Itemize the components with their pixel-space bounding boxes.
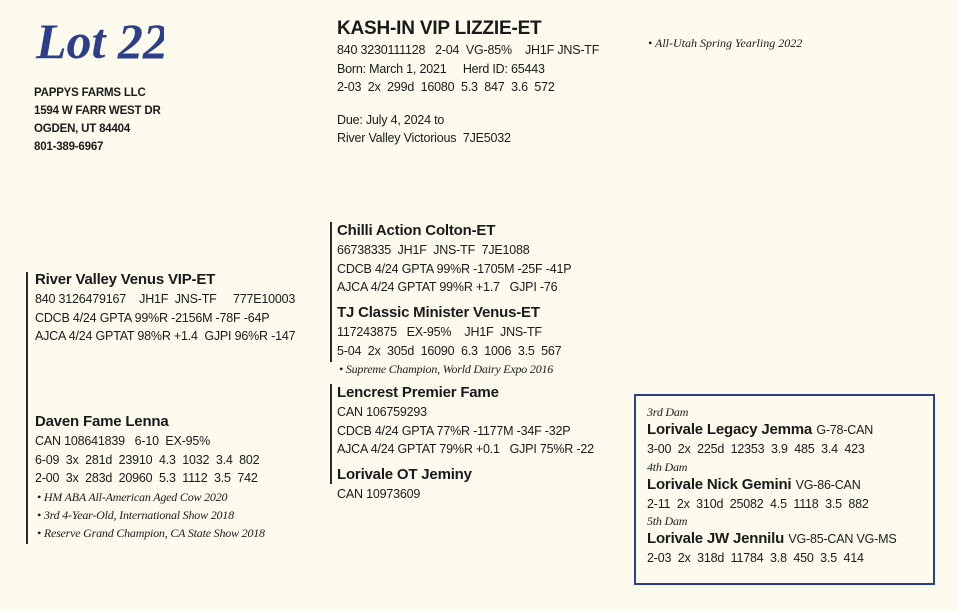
sire-dam-id-line: 117243875 EX-95% JH1F JNS-TF	[337, 325, 542, 339]
dam-sire-ajca-line: AJCA 4/24 GPTAT 79%R +0.1 GJPI 75%R -22	[337, 442, 594, 456]
farm-phone: 801-389-6967	[34, 141, 104, 153]
fourth-dam-record: 2-11 2x 310d 25082 4.5 1118 3.5 882	[647, 496, 869, 511]
dam-side-bracket-line	[330, 384, 332, 484]
third-dam-name: Lorivale Legacy Jemma	[647, 421, 813, 438]
main-animal-due-line: Due: July 4, 2024 to	[337, 112, 445, 127]
sire-side-bracket-line	[330, 222, 332, 362]
fourth-dam-label: 4th Dam	[647, 459, 688, 474]
sire-block	[35, 270, 295, 346]
main-animal	[337, 17, 599, 148]
main-animal-record-line: 2-03 2x 299d 16080 5.3 847 3.6 572	[337, 80, 555, 94]
fourth-dam-classification: VG-86-CAN	[795, 477, 861, 492]
sire-name: River Valley Venus VIP-ET	[35, 271, 216, 288]
dam-name: Daven Fame Lenna	[35, 413, 169, 430]
sire-id-line: 840 3126479167 JH1F JNS-TF 777E10003	[35, 292, 296, 306]
sire-sire-id-line: 66738335 JH1F JNS-TF 7JE1088	[337, 243, 530, 257]
dam-award-3: • Reserve Grand Champion, CA State Show 2018	[37, 524, 265, 542]
dam-block	[35, 412, 265, 542]
main-animal-award: • All-Utah Spring Yearling 2022	[648, 34, 802, 52]
fifth-dam-classification: VG-85-CAN VG-MS	[788, 532, 897, 546]
fourth-dam-name: Lorivale Nick Gemini	[647, 475, 792, 493]
dam-dam-block	[337, 465, 472, 504]
farm-name: PAPPYS FARMS LLC	[34, 87, 146, 99]
sire-sire-cdcb-line: CDCB 4/24 GPTA 99%R -1705M -25F -41P	[337, 261, 572, 276]
lot-number-logo	[34, 8, 164, 72]
dam-record-line-2: 2-00 3x 283d 20960 5.3 1112 3.5 742	[35, 471, 258, 485]
sire-dam-block	[337, 303, 561, 378]
sire-cdcb-line: CDCB 4/24 GPTA 99%R -2156M -78F -64P	[35, 310, 270, 325]
main-animal-birth-line: Born: March 1, 2021 Herd ID: 65443	[337, 61, 545, 76]
fifth-dam-name: Lorivale JW Jennilu	[647, 530, 785, 547]
farm-address-line2: OGDEN, UT 84404	[34, 123, 131, 135]
main-animal-name: KASH-IN VIP LIZZIE-ET	[337, 18, 542, 39]
third-dam-classification: G-78-CAN	[816, 423, 874, 437]
dam-sire-block	[337, 383, 594, 459]
dam-dam-id-line: CAN 10973609	[337, 487, 421, 501]
dam-dam-name: Lorivale OT Jeminy	[337, 466, 472, 483]
dam-award-1: • HM ABA All-American Aged Cow 2020	[37, 488, 265, 506]
third-dam-label: 3rd Dam	[647, 405, 689, 419]
dam-sire-cdcb-line: CDCB 4/24 GPTA 77%R -1177M -34F -32P	[337, 423, 571, 438]
sire-sire-ajca-line: AJCA 4/24 GPTAT 99%R +1.7 GJPI -76	[337, 280, 558, 294]
main-animal-id-line: 840 3230111128 2-04 VG-85% JH1F JNS-TF	[337, 43, 600, 57]
sire-dam-award: • Supreme Champion, World Dairy Expo 2016	[339, 360, 561, 378]
sire-dam-name: TJ Classic Minister Venus-ET	[337, 304, 540, 321]
fifth-dam-label: 5th Dam	[647, 514, 688, 528]
sire-sire-block	[337, 221, 571, 297]
dam-sire-name: Lencrest Premier Fame	[337, 384, 499, 401]
dam-record-line-1: 6-09 3x 281d 23910 4.3 1032 3.4 802	[35, 452, 260, 467]
fifth-dam-record: 2-03 2x 318d 11784 3.8 450 3.5 414	[647, 551, 864, 565]
farm-info	[34, 84, 161, 156]
sire-sire-name: Chilli Action Colton-ET	[337, 222, 496, 239]
lot-script-graphic	[34, 8, 164, 72]
sire-ajca-line: AJCA 4/24 GPTAT 98%R +1.4 GJPI 96%R -147	[35, 329, 296, 343]
dam-award-2: • 3rd 4-Year-Old, International Show 2018	[37, 506, 265, 524]
lot-text: Lot 22	[36, 13, 164, 69]
third-dam-record: 3-00 2x 225d 12353 3.9 485 3.4 423	[647, 442, 865, 456]
farm-address-line1: 1594 W FARR WEST DR	[34, 105, 161, 117]
dam-sire-id-line: CAN 106759293	[337, 405, 427, 419]
main-animal-service-sire: River Valley Victorious 7JE5032	[337, 131, 511, 145]
extended-dams-box	[634, 394, 935, 585]
dam-id-line: CAN 108641839 6-10 EX-95%	[35, 434, 211, 448]
sire-dam-record-line: 5-04 2x 305d 16090 6.3 1006 3.5 567	[337, 343, 562, 358]
sire-dam-bracket-line	[26, 272, 28, 544]
